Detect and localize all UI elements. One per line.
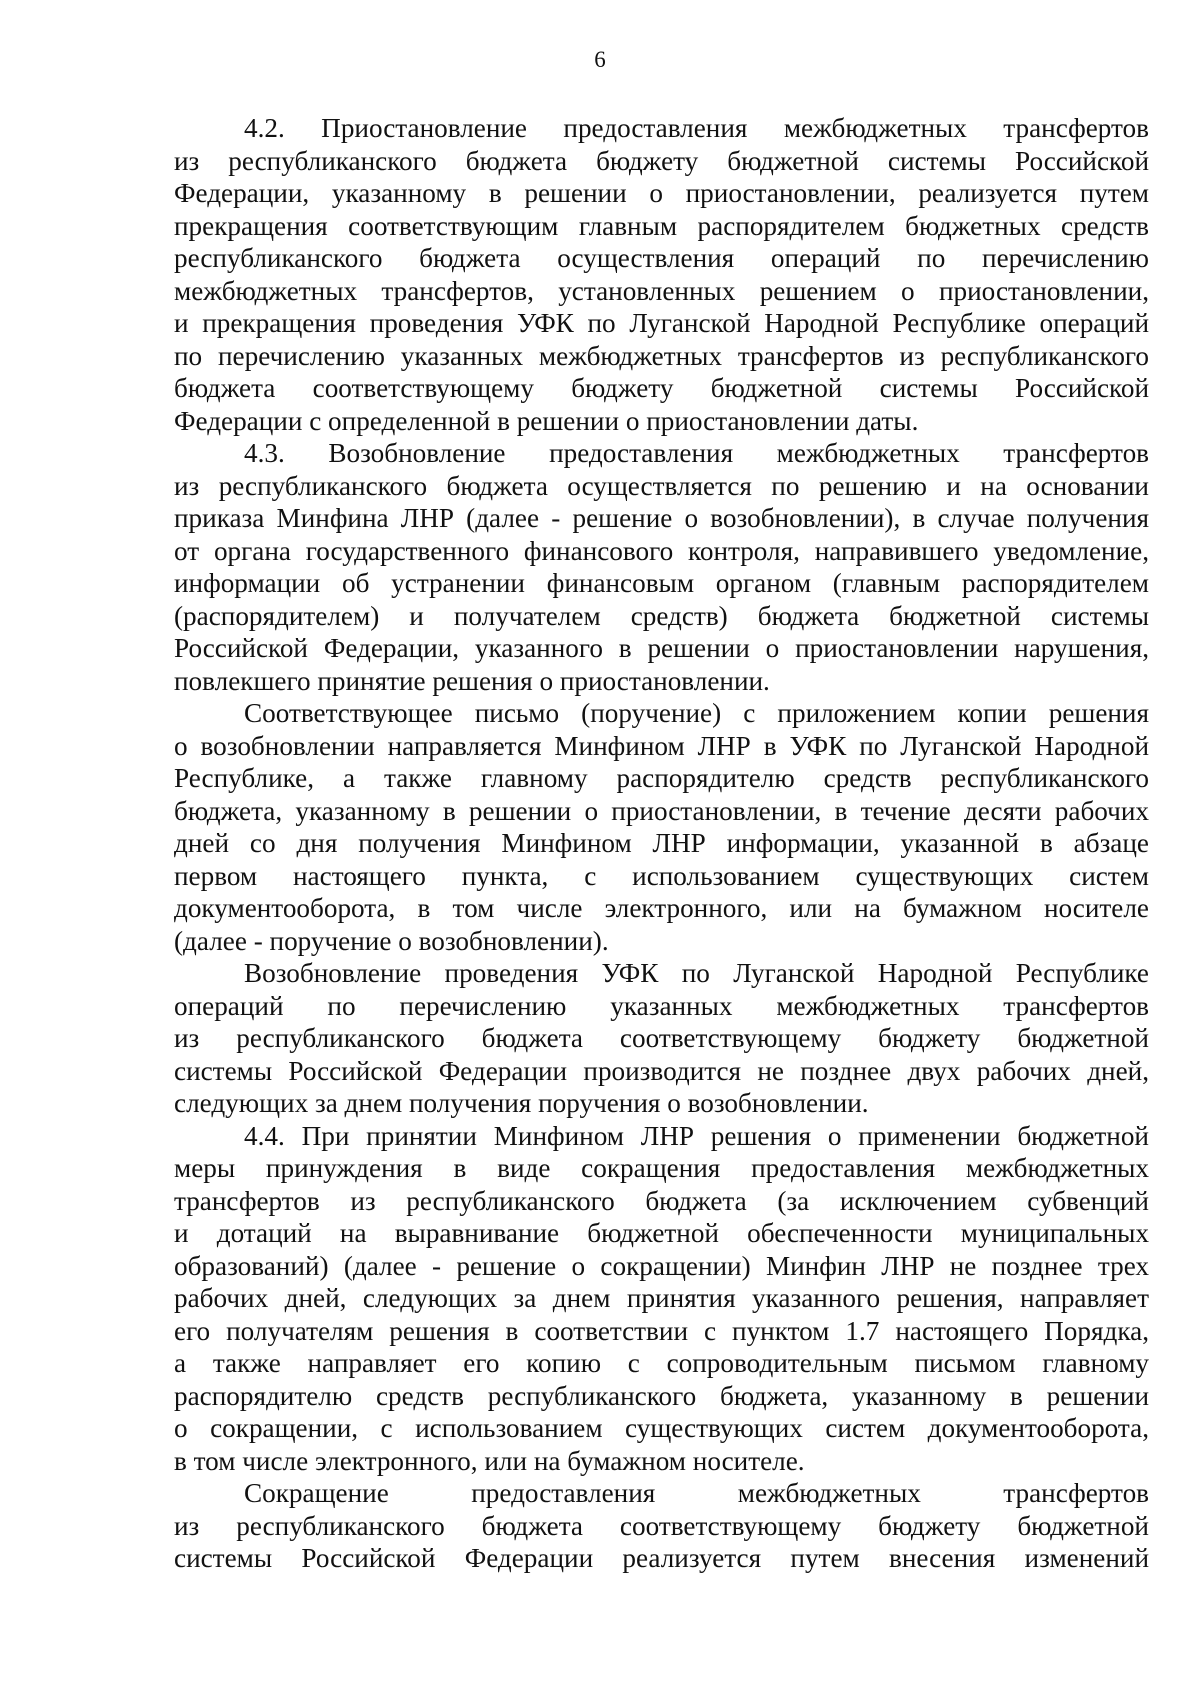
text-line: Сокращение предоставления межбюджетных трансфертов [244,1478,1149,1508]
paragraph [174,112,1149,437]
paragraph [174,957,1149,1120]
text-line: рабочих дней, следующих за днем принятия указанного решения, направляет [174,1283,1149,1313]
text-line: системы Российской Федерации производится не позднее двух рабочих дней, [174,1055,1149,1086]
text-line: по перечислению указанных межбюджетных трансфертов из республиканского [174,340,1149,371]
text-line: Российской Федерации, указанного в решении о приостановлении нарушения, [174,633,1149,663]
text-line: системы Российской Федерации реализуется путем внесения изменений [174,1543,1149,1573]
text-line: повлекшего принятие решения о приостановлении. [174,665,770,696]
text-line: распорядителю средств республиканского бюджета, указанному в решении [174,1380,1149,1411]
text-line: от органа государственного финансового контроля, направившего уведомление, [174,535,1149,566]
text-line: Федерации, указанному в решении о приостановлении, реализуется путем [174,178,1149,208]
text-line: его получателям решения в соответствии с пунктом 1.7 настоящего Порядка, [174,1315,1149,1346]
text-line: о сокращении, с использованием существующих систем документооборота, [174,1413,1149,1443]
paragraph [174,697,1149,957]
paragraph [174,1477,1149,1575]
text-line: операций по перечислению указанных межбюджетных трансфертов [174,990,1149,1021]
text-line: документооборота, в том числе электронного, или на бумажном носителе [174,893,1149,923]
text-line: Возобновление проведения УФК по Луганской Народной Республике [244,958,1149,988]
text-line: а также направляет его копию с сопроводительным письмом главному [174,1348,1149,1378]
text-line: и прекращения проведения УФК по Луганской Народной Республике операций [174,308,1149,338]
text-line: Соответствующее письмо (поручение) с приложением копии решения [244,698,1149,728]
text-line: из республиканского бюджета соответствующему бюджету бюджетной [174,1023,1149,1053]
text-line: из республиканского бюджета осуществляется по решению и на основании [174,470,1149,501]
text-line: республиканского бюджета осуществления операций по перечислению [174,243,1149,273]
text-line: межбюджетных трансфертов, установленных решением о приостановлении, [174,275,1149,306]
text-line: трансфертов из республиканского бюджета (за исключением субвенций [174,1185,1149,1216]
text-line: в том числе электронного, или на бумажном носителе. [174,1445,805,1476]
text-line: 4.3. Возобновление предоставления межбюджетных трансфертов [244,438,1149,468]
document-body [174,112,1149,1575]
text-line: прекращения соответствующим главным распорядителем бюджетных средств [174,210,1149,241]
text-line: следующих за днем получения поручения о возобновлении. [174,1088,869,1118]
page-number: 6 [594,47,606,72]
text-line: 4.2. Приостановление предоставления межбюджетных трансфертов [244,113,1149,143]
text-line: дней со дня получения Минфином ЛНР информации, указанной в абзаце [174,828,1149,858]
text-line: и дотаций на выравнивание бюджетной обеспеченности муниципальных [174,1218,1149,1248]
text-line: из республиканского бюджета бюджету бюджетной системы Российской [174,145,1149,176]
text-line: бюджета, указанному в решении о приостановлении, в течение десяти рабочих [174,795,1149,826]
text-line: (далее - поручение о возобновлении). [174,925,609,956]
text-line: образований) (далее - решение о сокращении) Минфин ЛНР не позднее трех [174,1250,1149,1281]
text-line: приказа Минфина ЛНР (далее - решение о возобновлении), в случае получения [174,503,1149,533]
text-line: меры принуждения в виде сокращения предоставления межбюджетных [174,1153,1149,1183]
text-line: 4.4. При принятии Минфином ЛНР решения о применении бюджетной [244,1120,1149,1151]
paragraph [174,1120,1149,1478]
text-line: о возобновлении направляется Минфином ЛНР в УФК по Луганской Народной [174,730,1149,761]
text-line: из республиканского бюджета соответствующему бюджету бюджетной [174,1510,1149,1541]
text-line: первом настоящего пункта, с использованием существующих систем [174,860,1149,891]
text-line: бюджета соответствующему бюджету бюджетной системы Российской [174,373,1149,403]
paragraph [174,437,1149,697]
text-line: информации об устранении финансовым органом (главным распорядителем [174,568,1149,598]
text-line: Федерации с определенной в решении о приостановлении даты. [174,405,919,436]
text-line: (распорядителем) и получателем средств) бюджета бюджетной системы [174,600,1149,631]
text-line: Республике, а также главному распорядителю средств республиканского [174,763,1149,793]
